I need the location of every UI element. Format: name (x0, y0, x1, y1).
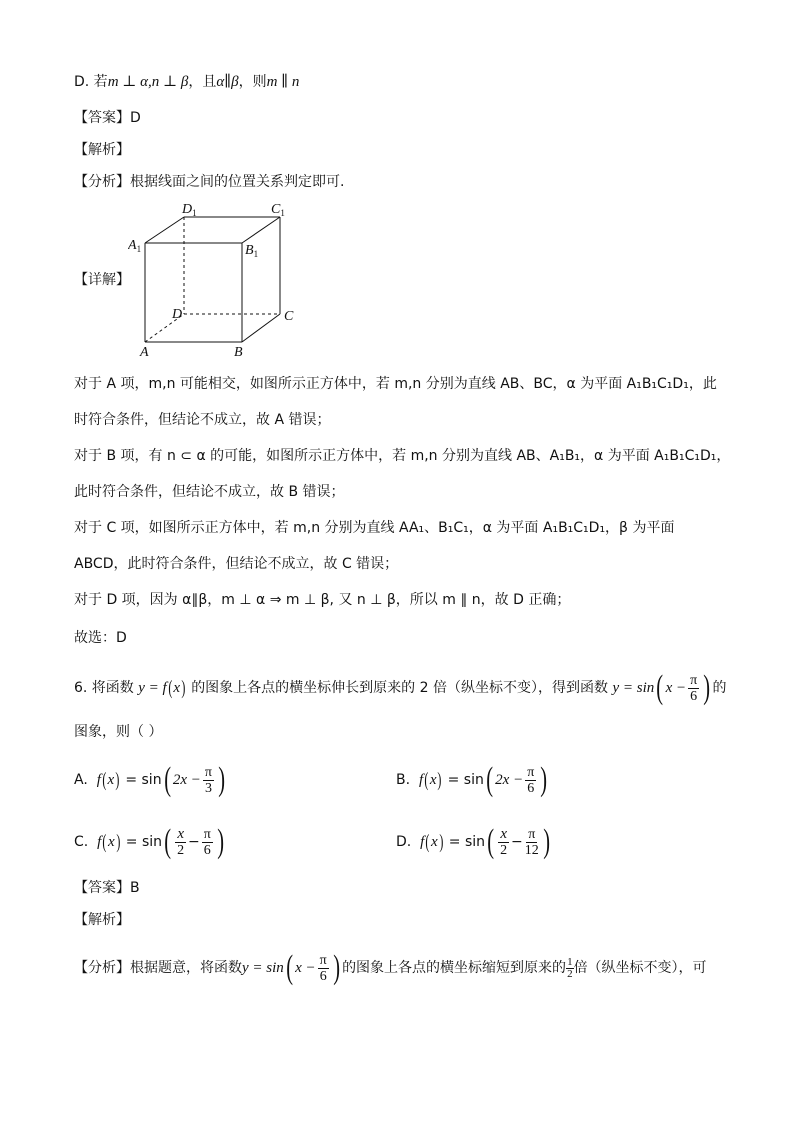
choose-line: 故选：D (74, 630, 127, 646)
para-d-line1: 对于 D 项，因为 α∥β，m ⊥ α ⇒ m ⊥ β, 又 n ⊥ β，所以 m ∥ n，故 D 正确； (74, 592, 571, 608)
q6-option-a: A. f(x) = sin( 2x − $\frac{\pi}{3}$ ) (74, 761, 226, 798)
analysis-q5: 【分析】根据线面之间的位置关系判定即可. (74, 174, 345, 190)
answer-q5: 【答案】D (74, 110, 141, 126)
label-a1: $A_1$ (128, 238, 142, 254)
label-c: C (284, 309, 294, 324)
label-b: B (234, 345, 243, 360)
analysis-heading-q6: 【解析】 (74, 912, 130, 928)
analysis-heading: 【解析】 (74, 142, 130, 158)
para-b-line2: 此时符合条件，但结论不成立，故 B 错误； (74, 484, 345, 500)
cube-figure (128, 200, 308, 360)
option-d-q5: D. 若m ⊥ α,n ⊥ β，且α∥β，则m ∥ n (74, 74, 300, 90)
label-a: A (140, 345, 149, 360)
edge-bc (242, 314, 280, 342)
para-a-line1: 对于 A 项，m,n 可能相交，如图所示正方体中，若 m,n 分别为直线 AB、BC，α 为平面 A₁B₁C₁D₁，此 (74, 376, 717, 392)
q6-stem-line2: 图象，则（ ） (74, 724, 163, 740)
para-c-line1: 对于 C 项，如图所示正方体中，若 m,n 分别为直线 AA₁、B₁C₁，α 为平面 A₁B₁C₁D₁，β 为平面 (74, 520, 675, 536)
label-c1: $C_1$ (271, 202, 285, 218)
q6-option-b: B. f(x) = sin( 2x − $\frac{\pi}{6}$ ) (396, 761, 548, 798)
edge-b1c1 (242, 217, 280, 243)
para-c-line2: ABCD，此时符合条件，但结论不成立，故 C 错误； (74, 556, 399, 572)
label-d: D (172, 307, 183, 322)
q6-option-d: D. f(x) = sin( $\frac{x}{2}$ − $\frac{\pi}{12}$ ) (396, 823, 550, 860)
label-d1: $D_1$ (182, 202, 197, 218)
q6-option-c: C. f(x) = sin( $\frac{x}{2}$ − $\frac{\pi}{6}$ ) (74, 823, 224, 860)
q6-stem: 6. 将函数 y = f(x) 的图象上各点的横坐标伸长到原来的 2 倍（纵坐标不变），得到函数 y = sin( x − $\frac{\pi}{6}$ ) 的 (74, 669, 727, 706)
detail-heading: 【详解】 (74, 272, 130, 288)
condition-math: m ⊥ α,n ⊥ β (107, 74, 189, 90)
para-b-line1: 对于 B 项，有 n ⊂ α 的可能，如图所示正方体中，若 m,n 分别为直线 AB、A₁B₁，α 为平面 A₁B₁C₁D₁， (74, 448, 731, 464)
edge-a1d1 (145, 217, 184, 243)
para-a-line2: 时符合条件，但结论不成立，故 A 错误； (74, 412, 331, 428)
answer-q6: 【答案】B (74, 880, 140, 896)
label-b1: $B_1$ (245, 243, 259, 259)
analysis-q6: 【分析】根据题意，将函数y = sin( x − $\frac{\pi}{6}$ ) 的图象上各点的横坐标缩短到原来的 $\frac{1}{2}$ 倍（纵坐标不变），可 (74, 949, 707, 986)
